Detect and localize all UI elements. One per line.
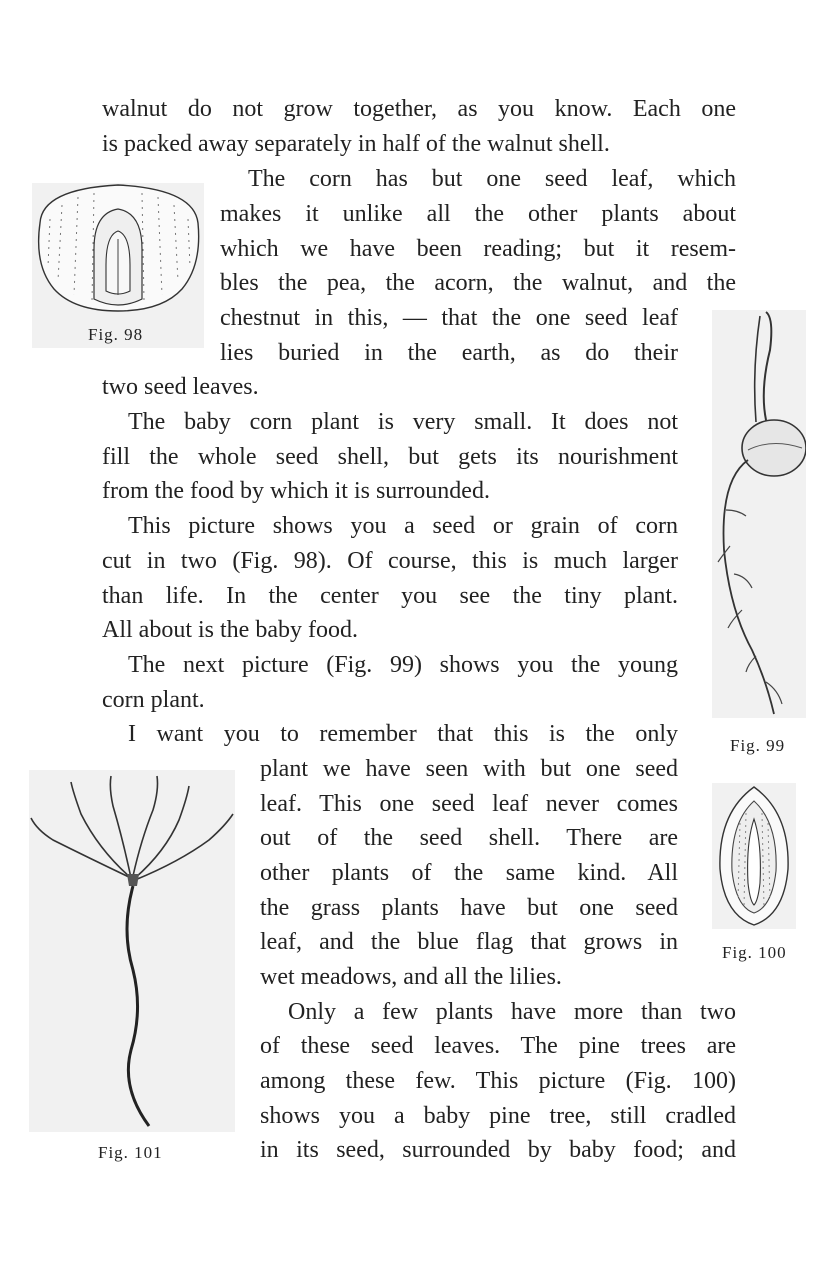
text-line: among these few. This picture (Fig. 100) [260, 1068, 736, 1094]
text-line: of these seed leaves. The pine trees are [260, 1033, 736, 1059]
text-line: the grass plants have but one seed [260, 895, 678, 921]
text-line: cut in two (Fig. 98). Of course, this is much larger [102, 548, 678, 574]
text-line: Only a few plants have more than two [288, 999, 736, 1025]
figure-101-pine-seedling-illustration [29, 770, 235, 1132]
text-line: The next picture (Fig. 99) shows you the young [128, 652, 678, 678]
text-line: shows you a baby pine tree, still cradled [260, 1103, 736, 1129]
text-line: plant we have seen with but one seed [260, 756, 678, 782]
text-line: chestnut in this, — that the one seed leaf [220, 305, 678, 331]
text-line: which we have been reading; but it resem- [220, 236, 736, 262]
text-line: from the food by which it is surrounded. [102, 478, 490, 504]
figure-98-corn-seed-illustration [32, 183, 204, 348]
text-line: than life. In the center you see the tiny plant. [102, 583, 678, 609]
figure-98-caption: Fig. 98 [88, 325, 144, 344]
text-line: leaf. This one seed leaf never comes [260, 791, 678, 817]
text-line: lies buried in the earth, as do their [220, 340, 678, 366]
text-line: The corn has but one seed leaf, which [248, 166, 736, 192]
figure-100-pine-seed-illustration [712, 783, 796, 929]
figure-101-caption: Fig. 101 [98, 1143, 163, 1162]
figure-99-young-corn-plant-illustration [712, 310, 806, 718]
text-line: corn plant. [102, 687, 205, 713]
text-line: out of the seed shell. There are [260, 825, 678, 851]
text-line: The baby corn plant is very small. It does not [128, 409, 678, 435]
text-line: makes it unlike all the other plants about [220, 201, 736, 227]
text-line: other plants of the same kind. All [260, 860, 678, 886]
figure-100-caption: Fig. 100 [722, 943, 787, 962]
text-line: leaf, and the blue flag that grows in [260, 929, 678, 955]
text-line: two seed leaves. [102, 374, 259, 400]
text-line: wet meadows, and all the lilies. [260, 964, 562, 990]
text-line: is packed away separately in half of the walnut shell. [102, 131, 610, 157]
text-line: All about is the baby food. [102, 617, 358, 643]
text-line: bles the pea, the acorn, the walnut, and the [220, 270, 736, 296]
text-line: in its seed, surrounded by baby food; and [260, 1137, 736, 1163]
text-line: walnut do not grow together, as you know. Each one [102, 96, 736, 122]
text-line: This picture shows you a seed or grain of corn [128, 513, 678, 539]
figure-99-caption: Fig. 99 [730, 736, 786, 755]
text-line: fill the whole seed shell, but gets its nourishment [102, 444, 678, 470]
text-line: I want you to remember that this is the only [128, 721, 678, 747]
